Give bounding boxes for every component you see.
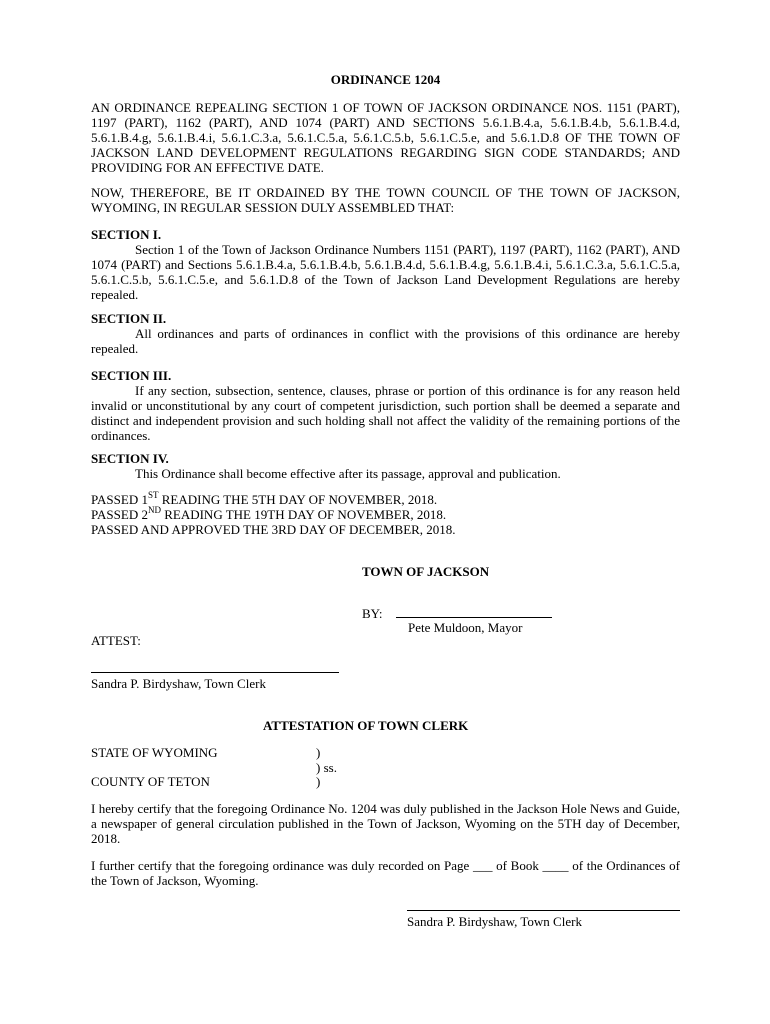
attest-label: ATTEST: [91,633,141,648]
passage-record [91,489,680,537]
second-reading-date: READING THE 19TH DAY OF NOVEMBER, 2018. [160,507,447,522]
recording-text-2: of Book [492,858,543,873]
section-3-text: If any section, subsection, sentence, clauses, phrase or portion of this ordinance is for any reason held invalid or unconstitutional by any court of competent jurisdiction, such portion shall be deemed a separate and distinct and independent provision and such holding shall not affect the validity of the remaining portions of the ordinances. [91,383,680,443]
first-reading-ordinal: ST [147,489,159,500]
document-title: ORDINANCE 1204 [330,72,441,87]
second-reading-prefix: PASSED 2 [91,507,148,522]
section-2 [91,311,680,356]
mayor-name: Pete Muldoon, Mayor [408,620,523,635]
second-reading-ordinal: ND [147,504,161,515]
first-reading-line [91,489,680,507]
section-1-text: Section 1 of the Town of Jackson Ordinance Numbers 1151 (PART), 1197 (PART), 1162 (PART), AND 1074 (PART) and Sections 5.6.1.B.4.a, 5.6.1.B.4.b, 5.6.1.B.4.d, 5.6.1.B.4.g, 5.6.1.B.4.i, 5.6.1.C.3.a, 5.6.1.C.5.a, 5.6.1.C.5.b, 5.6.1.C.5.e, and 5.6.1.D.8 of the Town of Jackson Land Development Regulations are hereby repealed. [91,242,680,302]
first-reading-date: READING THE 5TH DAY OF NOVEMBER, 2018. [158,492,438,507]
venue-paren-3: ) [316,774,321,789]
recording-paragraph [91,858,680,888]
section-3-heading: SECTION III. [91,368,172,383]
clerk-name: Sandra P. Birdyshaw, Town Clerk [91,676,266,691]
recording-text-1: I further certify that the foregoing ordinance was duly recorded on Page [91,858,473,873]
town-signature-heading: TOWN OF JACKSON [362,564,490,579]
page-blank: ___ [473,858,493,873]
mayor-signature-rule [396,616,552,618]
book-blank: ____ [542,858,569,873]
approved-line: PASSED AND APPROVED THE 3RD DAY OF DECEMBER, 2018. [91,522,456,537]
enacting-clause: NOW, THEREFORE, BE IT ORDAINED BY THE TOWN COUNCIL OF THE TOWN OF JACKSON, WYOMING, IN REGULAR SESSION DULY ASSEMBLED THAT: [91,185,680,215]
section-4-heading: SECTION IV. [91,451,169,466]
by-label: BY: [362,606,383,621]
second-reading-line [91,504,680,522]
certification-paragraph: I hereby certify that the foregoing Ordinance No. 1204 was duly published in the Jackson Hole News and Guide, a newspaper of general circulation published in the Town of Jackson, Wyoming on the 5TH day of December, 2018. [91,801,680,846]
section-3 [91,368,680,443]
section-2-heading: SECTION II. [91,311,167,326]
venue-paren-1: ) [316,745,321,760]
section-4-text: This Ordinance shall become effective after its passage, approval and publication. [135,466,561,481]
state-label: STATE OF WYOMING [91,745,218,760]
final-clerk-name: Sandra P. Birdyshaw, Town Clerk [407,914,582,929]
county-label: COUNTY OF TETON [91,774,210,789]
venue-ss: ) ss. [316,760,337,775]
attestation-heading: ATTESTATION OF TOWN CLERK [263,718,469,733]
clerk-signature-rule [91,672,339,673]
section-4 [91,451,680,481]
section-1-heading: SECTION I. [91,227,162,242]
final-clerk-signature-rule [407,910,680,911]
mayor-signature-line [362,606,552,621]
section-1 [91,227,680,302]
first-reading-prefix: PASSED 1 [91,492,148,507]
ordinance-preamble: AN ORDINANCE REPEALING SECTION 1 OF TOWN OF JACKSON ORDINANCE NOS. 1151 (PART), 1197 (PART), 1162 (PART), AND 1074 (PART) AND SECTIONS 5.6.1.B.4.a, 5.6.1.B.4.b, 5.6.1.B.4.d, 5.6.1.B.4.g, 5.6.1.B.4.i, 5.6.1.C.3.a, 5.6.1.C.5.a, 5.6.1.C.5.b, 5.6.1.C.5.e, and 5.6.1.D.8 OF THE TOWN OF JACKSON LAND DEVELOPMENT REGULATIONS REGARDING SIGN CODE STANDARDS; AND PROVIDING FOR AN EFFECTIVE DATE. [91,100,680,175]
section-2-text: All ordinances and parts of ordinances in conflict with the provisions of this ordinance are hereby repealed. [91,326,680,356]
recording-text-3: of the Ordinances of the Town of Jackson, Wyoming. [91,858,680,888]
